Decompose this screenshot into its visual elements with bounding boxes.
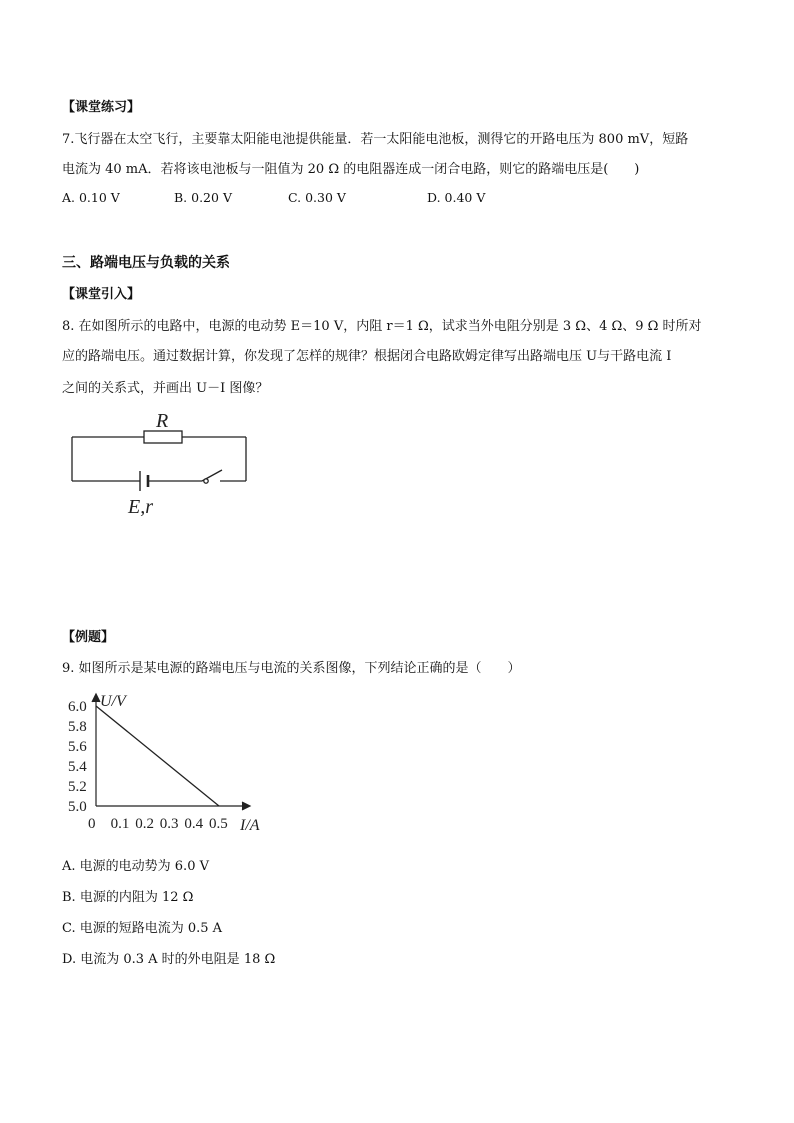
x-tick-label: 0: [88, 816, 96, 832]
y-tick-label: 5.4: [68, 759, 87, 775]
switch-contact: [204, 479, 208, 483]
x-tick-label: 0.5: [209, 816, 228, 832]
q9-option-b: B. 电源的内阻为 12 Ω: [62, 890, 194, 905]
ui-chart: [60, 690, 280, 840]
x-tick-label: 0.3: [159, 816, 179, 832]
intro-heading: 【课堂引入】: [62, 287, 141, 302]
x-axis-arrow: [242, 802, 250, 810]
q7-option-c: C. 0.30 V: [288, 190, 346, 205]
y-tick-label: 5.2: [68, 779, 87, 795]
q7-line-1: 7.飞行器在太空飞行，主要靠太阳能电池提供能量．若一太阳能电池板，测得它的开路电压为 800 mV，短路: [62, 132, 689, 147]
q8-line-2: 应的路端电压。通过数据计算，你发现了怎样的规律？根据闭合电路欧姆定律写出路端电压 U与干路电流 I: [62, 349, 672, 364]
source-label: E,r: [128, 496, 153, 518]
x-tick-label: 0.4: [184, 816, 204, 832]
q7-option-b: B. 0.20 V: [174, 190, 232, 205]
u-i-series-line: [96, 706, 219, 806]
y-axis-label: U/V: [100, 693, 126, 710]
y-axis-arrow: [92, 694, 100, 702]
q9-option-c: C. 电源的短路电流为 0.5 A: [62, 921, 223, 936]
y-tick-label: 6.0: [68, 699, 87, 715]
q7-line-2: 电流为 40 mA．若将该电池板与一阻值为 20 Ω 的电阻器连成一闭合电路，则它的路端电压是( ): [62, 162, 640, 177]
y-tick-label: 5.8: [68, 719, 87, 735]
circuit-diagram: [60, 405, 260, 520]
q8-line-3: 之间的关系式，并画出 U－I 图像？: [62, 381, 269, 396]
q9-stem: 9. 如图所示是某电源的路端电压与电流的关系图像，下列结论正确的是（ ）: [62, 661, 521, 676]
q8-line-1: 8. 在如图所示的电路中，电源的电动势 E＝10 V，内阻 r＝1 Ω，试求当外电阻分别是 3 Ω、4 Ω、9 Ω 时所对: [62, 319, 702, 334]
q7-option-d: D. 0.40 V: [427, 190, 486, 205]
x-tick-label: 0.2: [135, 816, 154, 832]
x-tick-label: 0.1: [110, 816, 130, 832]
q7-option-a: A. 0.10 V: [62, 190, 120, 205]
x-axis-label: I/A: [240, 817, 260, 834]
resistor-symbol: [144, 431, 182, 443]
q9-option-d: D. 电流为 0.3 A 时的外电阻是 18 Ω: [62, 952, 276, 967]
q9-option-a: A. 电源的电动势为 6.0 V: [62, 859, 209, 874]
section-3-title: 三、路端电压与负载的关系: [62, 255, 230, 271]
practice-heading: 【课堂练习】: [62, 100, 141, 115]
example-heading: 【例题】: [62, 630, 115, 645]
y-tick-label: 5.6: [68, 739, 87, 755]
resistor-label: R: [156, 410, 169, 432]
y-tick-label: 5.0: [68, 799, 87, 815]
